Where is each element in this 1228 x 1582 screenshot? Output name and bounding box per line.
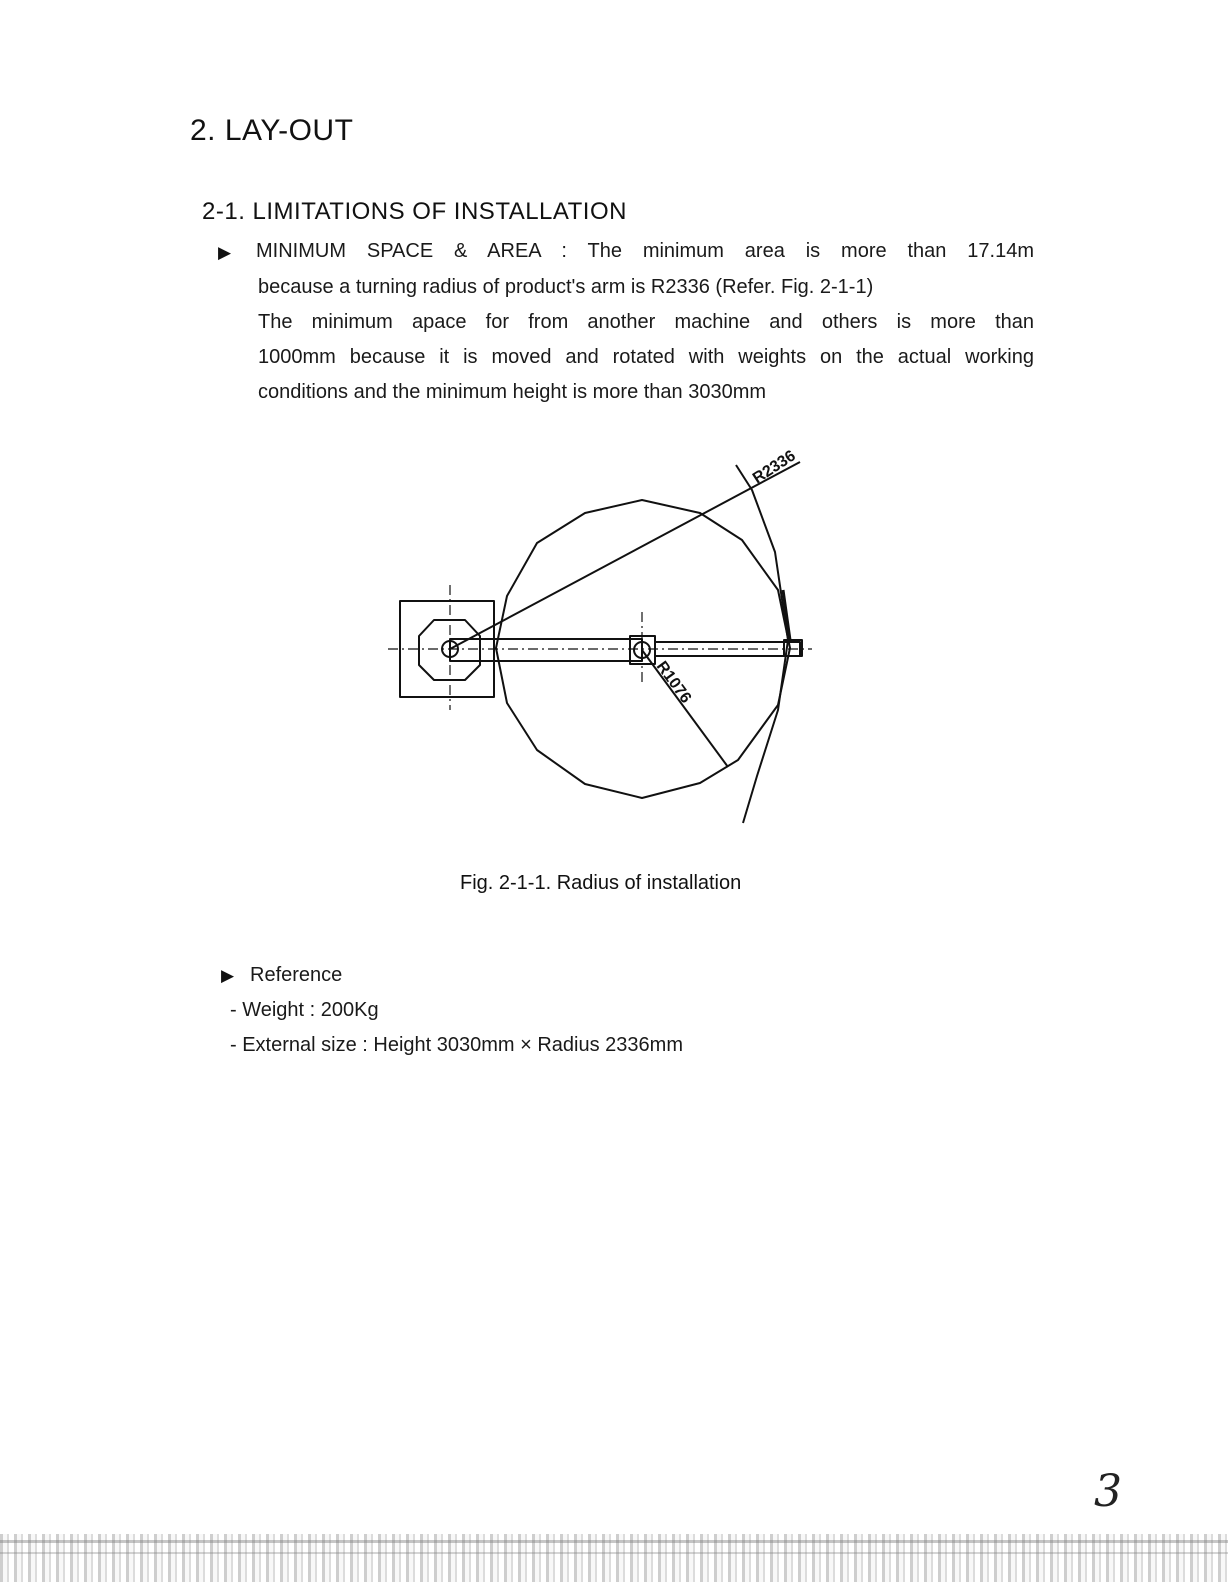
intro-line-2: because a turning radius of product's arm is R2336 (Refer. Fig. 2-1-1) bbox=[258, 276, 874, 298]
bullet-arrow-icon: ▶ bbox=[218, 243, 232, 262]
reference-weight: - Weight : 200Kg bbox=[230, 999, 379, 1021]
reference-title: Reference bbox=[250, 964, 343, 986]
subsection-heading: 2-1. LIMITATIONS OF INSTALLATION bbox=[202, 198, 627, 225]
page-number: 3 bbox=[1094, 1466, 1122, 1517]
scan-artifact-strip bbox=[0, 1534, 1228, 1582]
intro-line-1: MINIMUM SPACE & AREA : The minimum area is more than 17.14m bbox=[256, 240, 1034, 262]
intro-line-5: conditions and the minimum height is more than 3030mm bbox=[258, 381, 767, 403]
intro-line-3: The minimum apace for from another machine and others is more than bbox=[258, 311, 1034, 333]
first-arm bbox=[450, 639, 642, 661]
outer-swing-arc bbox=[736, 465, 788, 823]
inner-radius-label: R1076 bbox=[652, 658, 695, 707]
reference-external-size: - External size : Height 3030mm × Radius 2336mm bbox=[230, 1034, 683, 1056]
outer-radius-line bbox=[450, 462, 800, 649]
figure-caption: Fig. 2-1-1. Radius of installation bbox=[460, 872, 742, 894]
outer-radius-label: R2336 bbox=[749, 447, 799, 488]
section-heading: 2. LAY-OUT bbox=[190, 114, 354, 147]
reference-bullet-icon: ▶ bbox=[221, 966, 235, 985]
intro-line-4: 1000mm because it is moved and rotated with weights on the actual working bbox=[258, 346, 1034, 368]
